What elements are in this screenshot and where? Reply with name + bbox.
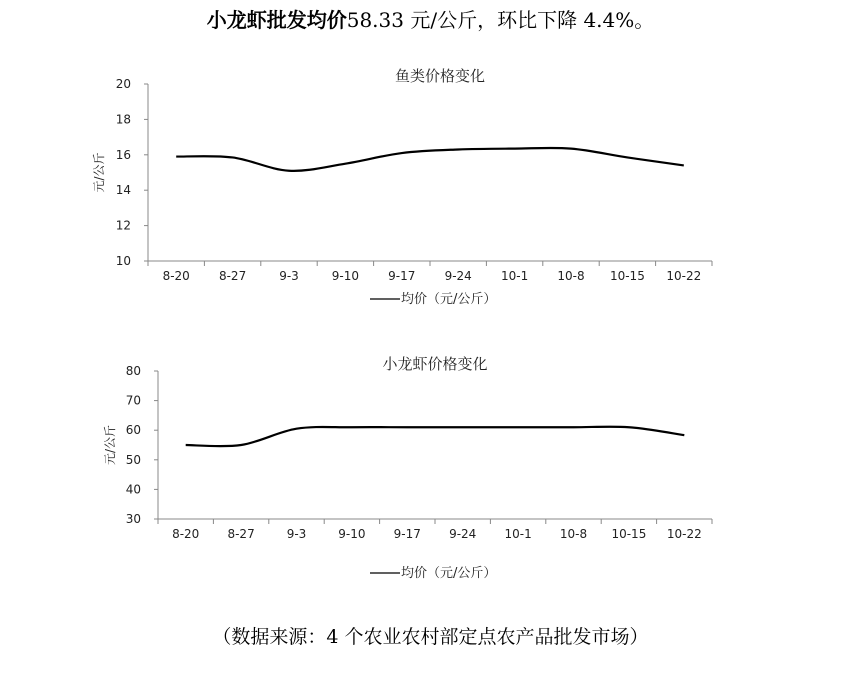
x-tick-label: 8-20 [172,527,200,541]
data-point [626,156,628,158]
x-tick-label: 9-10 [331,269,360,283]
legend-label: 均价（元/公斤） [401,292,497,307]
y-tick-label: 60 [125,423,141,438]
x-tick-label: 9-17 [388,269,416,283]
x-tick-label: 10-8 [559,527,588,541]
data-point [232,156,234,158]
x-tick-label: 9-24 [449,527,477,541]
data-point [517,426,519,428]
y-tick-label: 80 [125,364,141,378]
x-tick-label: 9-10 [338,527,366,541]
data-point [351,426,353,428]
x-tick-label: 10-22 [666,269,702,283]
headline-rest: 58.33 元/公斤，环比下降 4.4%。 [346,8,655,32]
data-point [296,428,298,430]
chart-title: 小龙虾价格变化 [382,355,488,373]
data-point [628,426,630,428]
x-tick-label: 10-22 [666,527,702,541]
data-point [344,163,346,165]
data-point [514,148,516,150]
legend-label: 均价（元/公斤） [401,566,497,581]
x-tick-label: 10-15 [609,269,645,283]
y-tick-label: 30 [125,512,141,526]
x-tick-label: 10-8 [557,269,585,283]
data-point [462,426,464,428]
data-point [240,444,242,446]
y-axis-label: 元/公斤 [103,424,117,466]
fish-price-chart [0,55,861,370]
y-tick-label: 18 [115,112,131,127]
x-tick-label: 8-27 [218,269,247,283]
y-axis-label: 元/公斤 [92,152,106,193]
x-tick-label: 9-3 [279,269,299,283]
data-point [457,148,459,150]
series-line [176,148,684,171]
data-point [570,148,572,150]
headline-bold: 小龙虾批发均价 [206,8,347,32]
y-tick-label: 40 [125,482,141,497]
y-tick-label: 70 [125,393,141,408]
x-tick-label: 8-20 [162,269,190,283]
series-line [186,427,685,447]
y-tick-label: 50 [125,452,141,467]
y-tick-label: 14 [115,183,131,198]
data-source-note: （数据来源：4 个农业农村部定点农产品批发市场） [212,626,649,648]
x-tick-label: 9-17 [393,527,421,541]
x-tick-label: 9-3 [286,527,307,541]
data-point [185,444,187,446]
y-tick-label: 20 [115,77,131,91]
y-tick-label: 10 [115,254,131,268]
x-tick-label: 10-1 [504,527,532,541]
y-tick-label: 16 [115,147,131,162]
x-tick-label: 8-27 [227,527,255,541]
data-point [406,426,408,428]
x-tick-label: 10-1 [500,269,529,283]
crayfish-price-chart [0,345,861,590]
data-point [175,156,177,158]
data-point [683,164,685,166]
data-point [573,426,575,428]
data-point [288,170,290,172]
data-point [683,434,685,436]
x-tick-label: 9-24 [444,269,472,283]
chart-title: 鱼类价格变化 [394,67,486,85]
page-headline [0,4,861,33]
x-tick-label: 10-15 [611,527,647,541]
data-point [401,152,403,154]
y-tick-label: 12 [115,218,131,233]
